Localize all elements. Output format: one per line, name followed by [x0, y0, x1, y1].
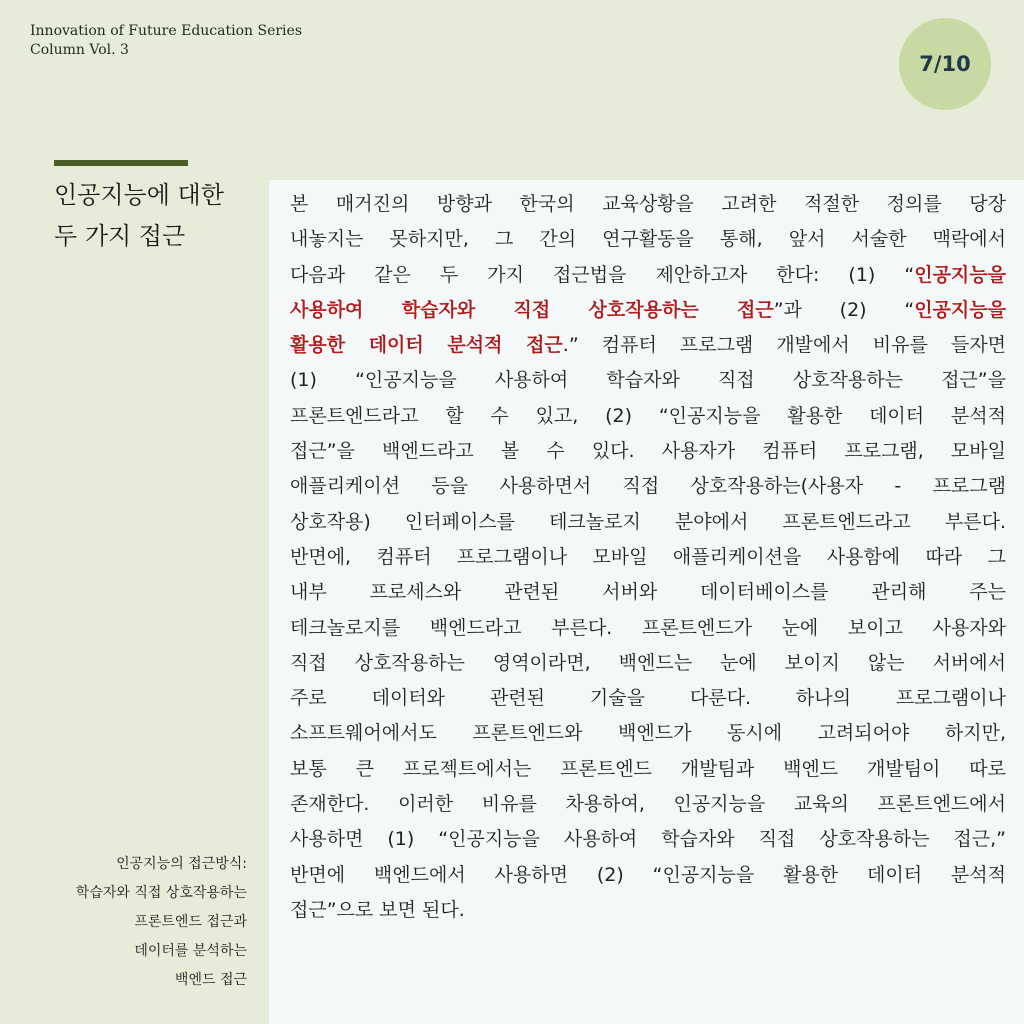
- section-title-line-1: 인공지능에 대한: [54, 181, 224, 209]
- body-line: 내부 프로세스와 관련된 서버와 데이터베이스를 관리해 주는: [290, 581, 1006, 604]
- highlight-text: 인공지능을: [914, 263, 1006, 286]
- caption-line: 백엔드 접근: [174, 972, 247, 988]
- body-segment: 다음과 같은 두 가지 접근법을 제안하고자 한다: (1) “: [290, 263, 915, 286]
- body-line: 내놓지는 못하지만, 그 간의 연구활동을 통해, 앞서 서술한 맥락에서: [290, 228, 1006, 251]
- body-line: 사용하면 (1) “인공지능을 사용하여 학습자와 직접 상호작용하는 접근,”: [290, 828, 1006, 851]
- sidebar-caption: [7, 850, 247, 995]
- series-title: Innovation of Future Education Series: [30, 23, 303, 39]
- section-title: [54, 175, 269, 257]
- section-title-line-2: 두 가지 접근: [54, 222, 186, 250]
- body-line: 직접 상호작용하는 영역이라면, 백엔드는 눈에 보이지 않는 서버에서: [290, 651, 1006, 674]
- accent-bar: [54, 160, 188, 166]
- body-line: [290, 293, 1006, 328]
- column-volume: Column Vol. 3: [30, 42, 129, 58]
- highlight-text: 인공지능을: [914, 298, 1006, 321]
- body-line: 테크놀로지를 백엔드라고 부른다. 프론트엔드가 눈에 보이고 사용자와: [290, 616, 1006, 639]
- page-indicator-text: 7/10: [919, 52, 971, 76]
- caption-line: 인공지능의 접근방식:: [116, 856, 247, 872]
- body-line: [290, 258, 1006, 293]
- highlight-text: 활용한 데이터 분석적 접근: [290, 334, 563, 357]
- body-line: 본 매거진의 방향과 한국의 교육상황을 고려한 적절한 정의를 당장: [290, 193, 1006, 215]
- body-line: 주로 데이터와 관련된 기술을 다룬다. 하나의 프로그램이나: [290, 687, 1006, 710]
- highlight-text: 사용하여 학습자와 직접 상호작용하는 접근: [290, 298, 774, 321]
- series-header: [30, 22, 302, 60]
- body-segment: .” 컴퓨터 프로그램 개발에서 비유를 들자면: [562, 334, 1006, 357]
- body-line: 프론트엔드라고 할 수 있고, (2) “인공지능을 활용한 데이터 분석적: [290, 404, 1006, 427]
- body-line: 접근”으로 보면 된다.: [290, 898, 465, 921]
- page-indicator-badge: [899, 18, 991, 110]
- body-segment: ”과 (2) “: [773, 298, 915, 321]
- body-line: 반면에 백엔드에서 사용하면 (2) “인공지능을 활용한 데이터 분석적: [290, 863, 1006, 886]
- body-line: 상호작용) 인터페이스를 테크놀로지 분야에서 프론트엔드라고 부른다.: [290, 510, 1006, 533]
- body-line: 보통 큰 프로젝트에서는 프론트엔드 개발팀과 백엔드 개발팀이 따로: [290, 757, 1006, 780]
- body-line: [290, 328, 1006, 363]
- caption-line: 학습자와 직접 상호작용하는: [75, 885, 247, 901]
- caption-line: 데이터를 분석하는: [134, 943, 247, 959]
- body-line: 애플리케이션 등을 사용하면서 직접 상호작용하는(사용자 - 프로그램: [290, 475, 1006, 498]
- body-line: 접근”을 백엔드라고 볼 수 있다. 사용자가 컴퓨터 프로그램, 모바일: [290, 440, 1006, 463]
- caption-line: 프론트엔드 접근과: [134, 914, 247, 930]
- body-line: 존재한다. 이러한 비유를 차용하여, 인공지능을 교육의 프론트엔드에서: [290, 793, 1006, 816]
- body-line: 반면에, 컴퓨터 프로그램이나 모바일 애플리케이션을 사용함에 따라 그: [290, 545, 1006, 568]
- body-text: [290, 187, 1006, 928]
- body-line: 소프트웨어에서도 프론트엔드와 백엔드가 동시에 고려되어야 하지만,: [290, 722, 1006, 745]
- body-line: (1) “인공지능을 사용하여 학습자와 직접 상호작용하는 접근”을: [290, 369, 1006, 392]
